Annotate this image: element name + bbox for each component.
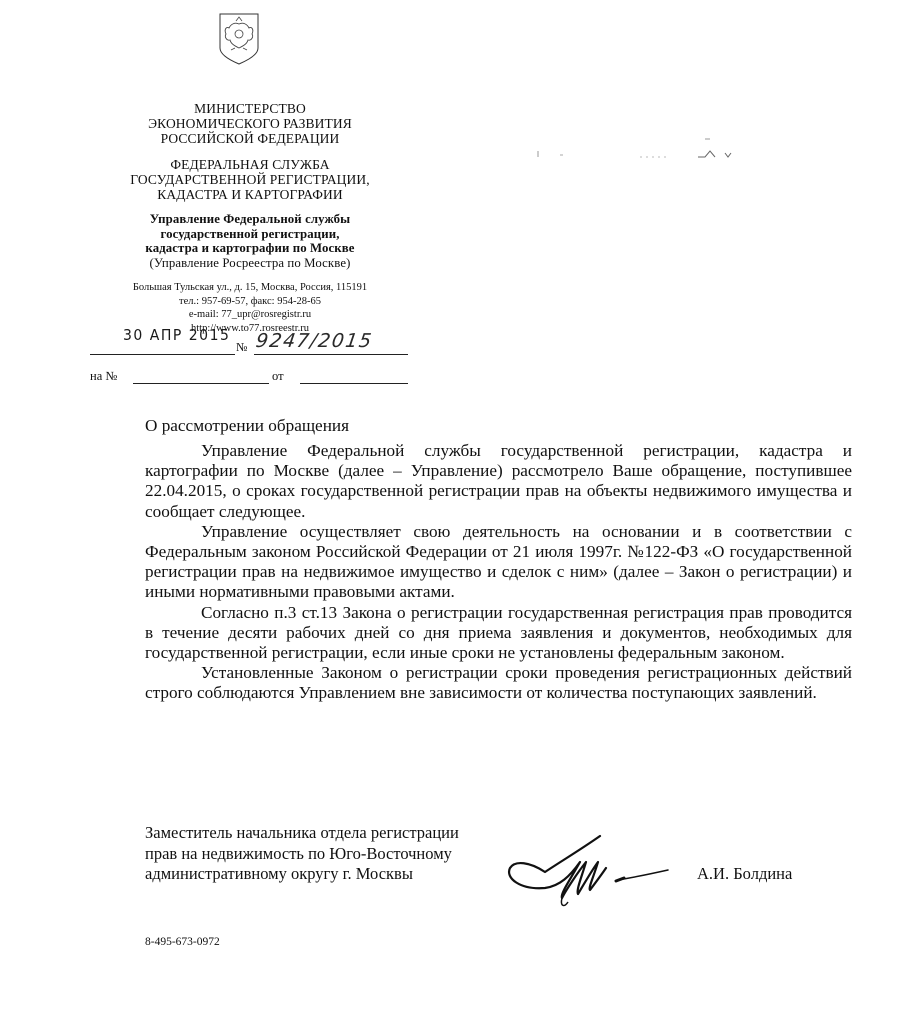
paragraph: Установленные Законом о регистрации сроки проведения регистрационных действий строго соблюдаются Управлением вне зависимости от количества поступающих заявлений. [145,663,852,703]
email: e-mail: 77_upr@rosregistr.ru [188,309,312,320]
website: http://www.to77.rosreestr.ru [190,322,309,334]
handwritten-signature-icon [490,832,690,912]
letter-body [145,441,852,704]
reference-date-label: от [272,369,284,383]
ministry-line: РОССИЙСКОЙ ФЕДЕРАЦИИ [160,131,340,146]
paragraph: Управление Федеральной службы государственной регистрации, кадастра и картографии по Москве (далее – Управление) рассмотрело Ваше обращение, поступившее 22.04.2015, о сроках государственной регистрации прав на объекты недвижимого имущества и сообщает следующее. [145,441,852,521]
service-line: ГОСУДАРСТВЕННОЙ РЕГИСТРАЦИИ, [130,172,370,187]
contact-phone: 8-495-673-0972 [145,936,220,948]
department-line: Управление Федеральной службы [149,212,351,226]
paragraph: Управление осуществляет свою деятельность на основании и в соответствии с Федеральным законом Российской Федерации от 21 июля 1997г. №122-ФЗ «О государственной регистрации прав на недвижимое имущество и сделок с ним» (далее – Закон о регистрации) и иными нормативными правовыми актами. [145,521,852,602]
letter-subject: О рассмотрении обращения [145,416,349,435]
service-header [90,157,410,202]
signer-position-line: прав на недвижимость по Юго-Восточному [145,843,452,863]
department-line: кадастра и картографии по Москве [145,241,355,255]
reference-date-underline [300,383,408,384]
service-line: КАДАСТРА И КАРТОГРАФИИ [157,187,343,202]
paragraph: Согласно п.3 ст.13 Закона о регистрации государственная регистрация прав проводится в течение десяти рабочих дней со дня приема заявления и документов, необходимых для государственной регистрации, если иные сроки не установлены федеральным законом. [145,602,852,663]
department-header [90,212,410,270]
signer-position [145,823,459,885]
ministry-line: МИНИСТЕРСТВО [194,101,306,116]
coat-of-arms-icon [217,10,261,66]
number-label: № [236,340,248,354]
phone-fax: тел.: 957-69-57, факс: 954-28-65 [179,295,321,307]
department-short-name: (Управление Росреестра по Москве) [149,255,351,270]
date-underline [90,354,235,355]
department-line: государственной регистрации, [160,226,340,241]
address: Большая Тульская ул., д. 15, Москва, Россия, 115191 [132,282,368,293]
number-underline [254,354,408,355]
ministry-line: ЭКОНОМИЧЕСКОГО РАЗВИТИЯ [148,116,352,131]
registration-number: 9247/2015 [254,330,375,352]
service-line: ФЕДЕРАЛЬНАЯ СЛУЖБА [170,157,330,172]
signer-position-line: Заместитель начальника отдела регистрации [145,823,459,842]
reference-number-label: на № [90,369,118,383]
reference-number-underline [133,383,269,384]
ministry-header [90,101,410,146]
signer-position-line: административному округу г. Москвы [145,864,413,883]
date-stamp: 30 АПР 2015 [123,327,231,345]
signer-name: А.И. Болдина [697,864,793,883]
faded-recipient-marks [530,137,760,167]
